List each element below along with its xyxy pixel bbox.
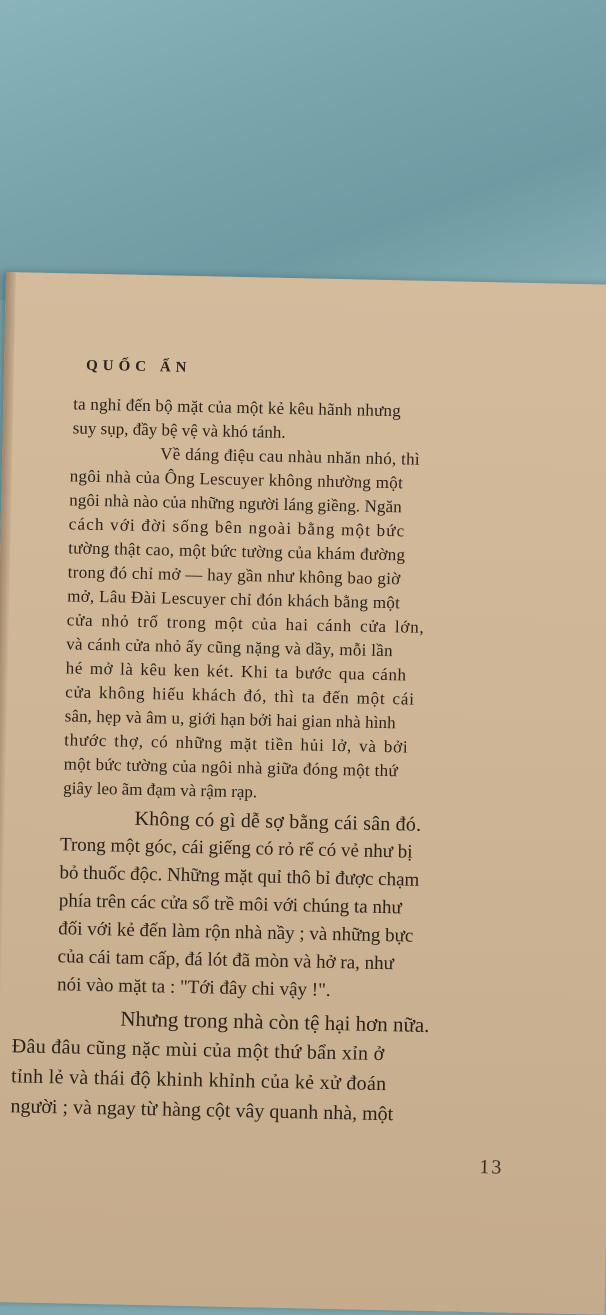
text-line: Không có gì dễ sợ bằng cái sân đó. <box>134 807 422 836</box>
text-line: Đâu đâu cũng nặc mùi của một thứ bẩn xỉn ở <box>11 1035 385 1066</box>
text-line: ta nghỉ đến bộ mặt của một kẻ kêu hãnh nhưng <box>73 394 402 421</box>
text-line: trong đó chỉ mở — hay gần như không bao giờ <box>67 562 401 589</box>
text-line: một bức tường của ngôi nhà giữa đóng một thứ <box>63 754 399 781</box>
body-text <box>0 272 606 1315</box>
text-line: mở, Lâu Đài Lescuyer chỉ đón khách bằng một <box>67 586 401 613</box>
text-line: Nhưng trong nhà còn tệ hại hơn nữa. <box>120 1006 430 1038</box>
text-line: hé mở là kêu ken két. Khi ta bước qua cánh <box>65 658 407 685</box>
text-line: và cánh cửa nhỏ ấy cũng nặng và dầy, mỗi lần <box>66 634 394 661</box>
text-line: bỏ thuốc độc. Những mặt quỉ thô bỉ được chạm <box>59 862 420 891</box>
text-line: của cái tam cấp, đá lót đã mòn và hở ra, như <box>57 946 395 975</box>
running-header: QUỐC ẤN <box>85 357 192 376</box>
text-line: đối với kẻ đến làm rộn nhà nầy ; và những bực <box>58 918 414 947</box>
text-line: tường thật cao, một bức tường của khám đường <box>68 538 406 565</box>
text-line: Về dáng điệu cau nhàu nhăn nhó, thì <box>160 444 421 469</box>
text-line: thước thợ, có những mặt tiền hủi lở, và bởi <box>64 730 409 757</box>
text-line: cửa không hiếu khách đó, thì ta đến một cái <box>65 682 415 709</box>
text-line: cách với đời sống bên ngoài bằng một bức <box>68 514 406 541</box>
text-line: người ; và ngay từ hàng cột vây quanh nhà, một <box>10 1095 394 1126</box>
text-line: cửa nhỏ trổ trong một của hai cánh cửa lớn, <box>66 610 425 637</box>
text-line: ngôi nhà nào của những người láng giềng. Ngăn <box>69 490 403 517</box>
book-page <box>0 272 606 1315</box>
text-line: tỉnh lẻ và thái độ khinh khỉnh của kẻ xử đoán <box>10 1065 387 1096</box>
page-number: 13 <box>479 1156 504 1179</box>
text-line: giây leo ãm đạm và rậm rạp. <box>63 778 258 802</box>
text-line: phía trên các cửa sổ trề môi với chúng ta như <box>58 890 402 919</box>
background-surface <box>0 0 606 300</box>
text-line: sân, hẹp và âm u, giới hạn bởi hai gian nhà hình <box>64 706 396 733</box>
text-line: nói vào mặt ta : "Tới đây chi vậy !". <box>56 974 331 1001</box>
text-line: suy sụp, đầy bệ vệ và khó tánh. <box>72 418 286 442</box>
text-line: ngôi nhà của Ông Lescuyer không nhường một <box>69 466 404 493</box>
text-line: Trong một góc, cái giếng có rỏ rể có vẻ như bị <box>59 834 413 863</box>
